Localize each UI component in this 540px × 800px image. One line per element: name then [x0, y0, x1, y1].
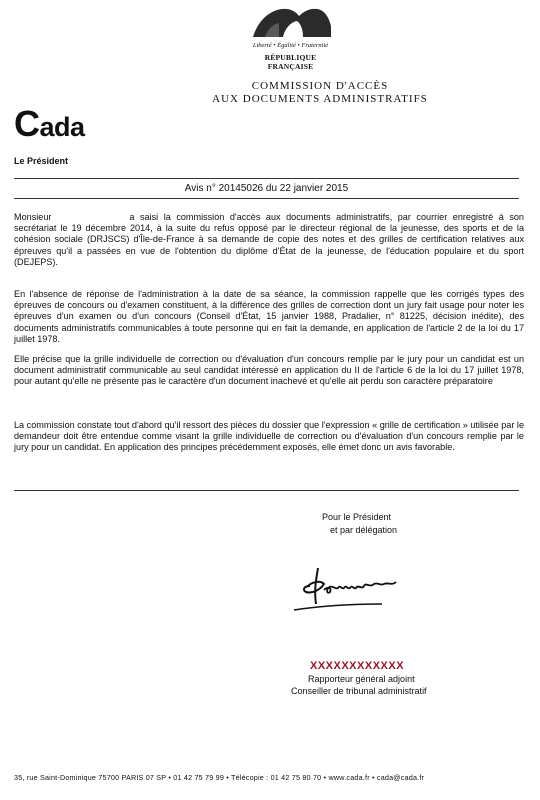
paragraph-1	[14, 212, 524, 268]
delegation-line2: et par délégation	[330, 525, 398, 535]
signatory-role-1: Rapporteur général adjoint	[308, 674, 415, 684]
redacted-signatory-name: XXXXXXXXXXXX	[310, 660, 405, 672]
marianne-logo	[243, 4, 338, 70]
salutation: Monsieur	[14, 212, 52, 222]
organization-name-line2: AUX DOCUMENTS ADMINISTRATIFS	[212, 93, 428, 105]
top-divider	[14, 178, 519, 179]
footer-contact: 35, rue Saint-Dominique 75700 PARIS 07 SP • 01 42 75 79 99 • Télécopie : 01 42 75 80 70 • www.cada.fr • cada@cada.fr	[14, 773, 425, 782]
signatory-role-2: Conseiller de tribunal administratif	[291, 686, 427, 696]
republic-name: RÉPUBLIQUE FRANÇAISE	[264, 53, 317, 71]
paragraph-2: En l'absence de réponse de l'administration à la date de sa séance, la commission rappelle que les corrigés types des épreuves de concours ou d'examen constituent, à la différence des grilles de correction dont un jury fait usage pour noter les épreuves d'un examen ou d'un concours (Conseil d'État, 15 janvier 1988, Pradalier, n° 81225, décision inédite), des documents administratifs communicables à toute personne qui en fait la demande, en application de l'article 2 de la loi du 17 juillet 1978.	[14, 289, 524, 344]
title-divider	[14, 198, 519, 199]
bottom-divider	[14, 490, 519, 491]
document-title: Avis n° 20145026 du 22 janvier 2015	[184, 183, 349, 194]
paragraph-3: Elle précise que la grille individuelle de correction ou d'évaluation d'un concours remplie par le jury pour un candidat est un document administratif communicable au seul candidat intéressé en application du II de l'article 6 de la loi du 17 juillet 1978, pour autant qu'elle ne présente pas le caractère d'un document inachevé et qu'elle ait perdu son caractère préparatoire	[14, 354, 524, 387]
delegation-line1: Pour le Président	[322, 512, 392, 522]
logo-rest: ada	[39, 112, 85, 142]
sender-title: Le Président	[14, 156, 69, 166]
paragraph-1-text: a saisi la commission d'accès aux documents administratifs, par courrier enregistré à son secrétariat le 19 décembre 2014, à la suite du refus opposé par le directeur régional de la jeunesse, des sports et de la cohésion sociale (DRJSCS) d'Île-de-France à sa demande de copie des notes et des grilles de certification relatives aux épreuves qu'il a passées en vue de l'obtention du diplôme d'État de la jeunesse, de l'éducation populaire et du sport (DEJEPS).	[14, 212, 524, 267]
logo-initial: C	[14, 103, 40, 144]
handwritten-signature	[290, 560, 420, 615]
paragraph-4: La commission constate tout d'abord qu'il ressort des pièces du dossier que l'expression « grille de certification » utilisée par le demandeur doit être entendue comme visant la grille individuelle de correction ou d'évaluation d'un concours remplie par le jury pour un candidat. En application des principes précédemment exposés, elle émet donc un avis favorable.	[14, 420, 524, 453]
marianne-emblem-icon	[243, 4, 338, 38]
organization-name-line1: COMMISSION D'ACCÈS	[251, 80, 389, 92]
cada-logo	[14, 103, 85, 145]
republic-motto: Liberté • Égalité • Fraternité	[252, 42, 329, 49]
